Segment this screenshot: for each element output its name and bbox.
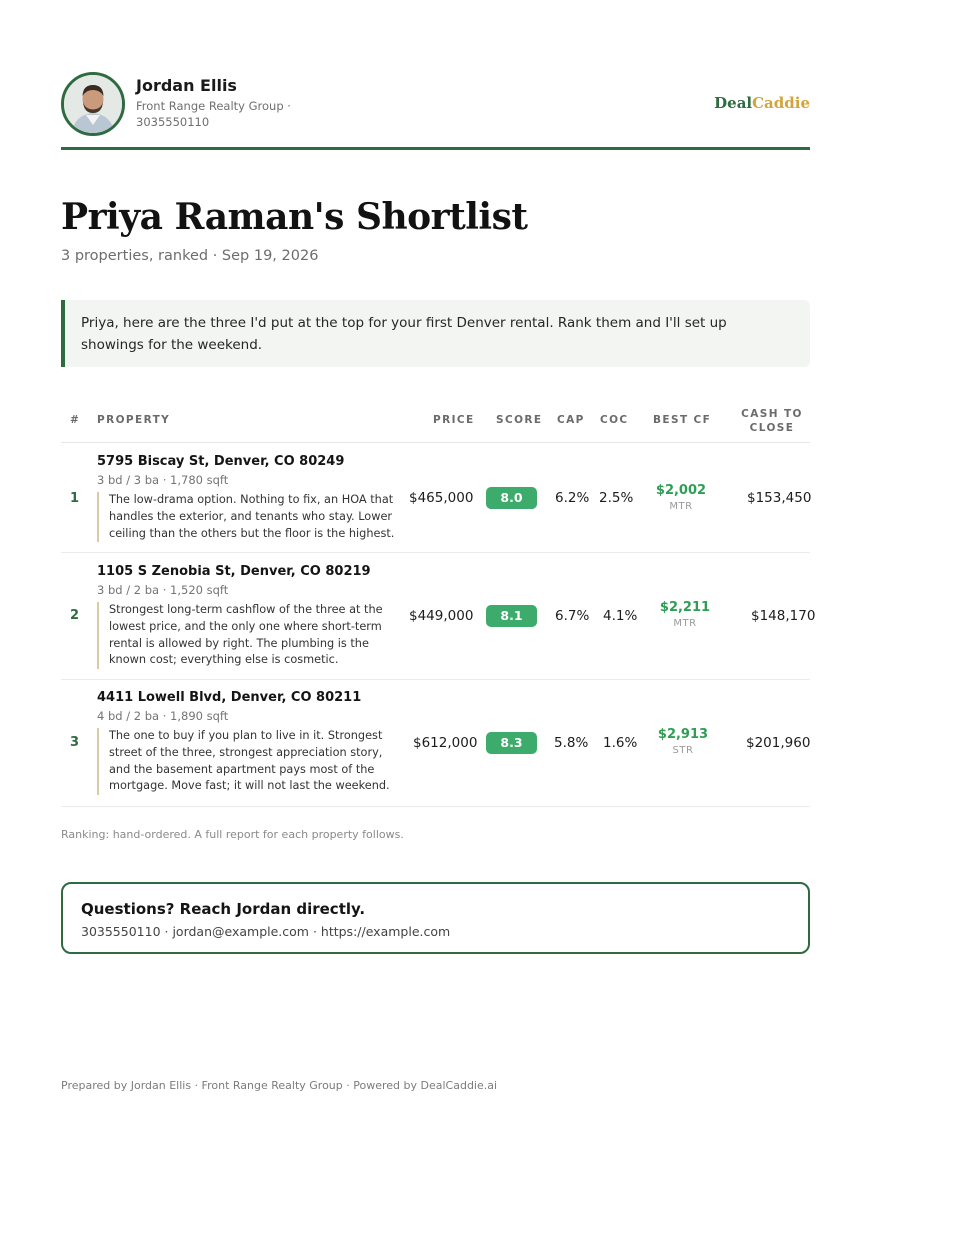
best-cf-amount: $2,211 bbox=[659, 600, 711, 615]
property-specs: 3 bd / 3 ba · 1,780 sqft bbox=[97, 473, 229, 487]
cap-rate: 6.7% bbox=[555, 608, 590, 624]
header-property: PROPERTY bbox=[97, 414, 171, 426]
person-photo-icon bbox=[64, 75, 122, 133]
contact-heading: Questions? Reach Jordan directly. bbox=[81, 900, 366, 918]
row-rank: 2 bbox=[70, 608, 80, 623]
cash-to-close: $201,960 bbox=[746, 735, 811, 751]
property-address[interactable]: 4411 Lowell Blvd, Denver, CO 80211 bbox=[97, 690, 362, 705]
score-badge: 8.0 bbox=[486, 487, 537, 509]
coc-return: 1.6% bbox=[603, 735, 638, 751]
agent-details bbox=[136, 98, 316, 130]
best-cf-type: MTR bbox=[669, 501, 693, 512]
avatar bbox=[61, 72, 125, 136]
cap-rate: 6.2% bbox=[555, 490, 590, 506]
brand-logo-part1: Deal bbox=[714, 94, 753, 112]
property-description: The one to buy if you plan to live in it. Strongest street of the three, strongest appreciation story, and the basement apartment pays most of the mortgage. Move fast; it will not last the weekend. bbox=[97, 728, 406, 795]
header-cash-line2: CLOSE bbox=[749, 422, 795, 434]
property-price: $465,000 bbox=[409, 490, 474, 506]
best-cf-type: MTR bbox=[673, 618, 697, 629]
row-rank: 1 bbox=[70, 491, 80, 506]
property-price: $612,000 bbox=[413, 735, 478, 751]
property-specs: 3 bd / 2 ba · 1,520 sqft bbox=[97, 583, 229, 597]
header-rank: # bbox=[70, 414, 81, 426]
best-cf-type: STR bbox=[672, 745, 694, 756]
score-badge: 8.1 bbox=[486, 605, 537, 627]
page-title: Priya Raman's Shortlist bbox=[61, 196, 528, 238]
contact-card bbox=[61, 882, 810, 954]
coc-return: 4.1% bbox=[603, 608, 638, 624]
property-address[interactable]: 5795 Biscay St, Denver, CO 80249 bbox=[97, 454, 345, 469]
property-specs: 4 bd / 2 ba · 1,890 sqft bbox=[97, 709, 229, 723]
property-address[interactable]: 1105 S Zenobia St, Denver, CO 80219 bbox=[97, 564, 371, 579]
cash-to-close: $153,450 bbox=[747, 490, 812, 506]
agent-note-text: Priya, here are the three I'd put at the top for your first Denver rental. Rank them and I'll set up showings for the weekend. bbox=[81, 315, 727, 353]
contact-details[interactable]: 3035550110 · jordan@example.com · https://example.com bbox=[81, 924, 451, 939]
header-score: SCORE bbox=[496, 414, 543, 426]
agent-company: Front Range Realty Group · bbox=[136, 99, 291, 113]
cash-to-close: $148,170 bbox=[751, 608, 816, 624]
page-subtitle: 3 properties, ranked · Sep 19, 2026 bbox=[61, 248, 319, 264]
best-cf-amount: $2,002 bbox=[655, 483, 707, 498]
table-row[interactable] bbox=[61, 443, 810, 553]
table-row[interactable] bbox=[61, 553, 816, 680]
cap-rate: 5.8% bbox=[554, 735, 589, 751]
row-rank: 3 bbox=[70, 735, 80, 750]
properties-table bbox=[61, 400, 816, 807]
table-header bbox=[61, 400, 810, 443]
property-description: Strongest long-term cashflow of the three at the lowest price, and the only one where short-term rental is allowed by right. The plumbing is the known cost; everything else is cosmetic. bbox=[97, 602, 406, 669]
property-description: The low-drama option. Nothing to fix, an HOA that handles the exterior, and tenants who stay. Lower ceiling than the others but the floor is the highest. bbox=[97, 492, 406, 542]
best-cf-amount: $2,913 bbox=[657, 727, 709, 742]
header-cash-line1: CASH TO bbox=[741, 408, 803, 420]
brand-logo-part2: Caddie bbox=[752, 94, 810, 112]
ranking-note: Ranking: hand-ordered. A full report for each property follows. bbox=[61, 828, 404, 841]
table-row[interactable] bbox=[61, 680, 810, 807]
best-cashflow bbox=[651, 483, 711, 512]
property-price: $449,000 bbox=[409, 608, 474, 624]
header-price: PRICE bbox=[433, 414, 475, 426]
agent-note bbox=[61, 300, 810, 367]
best-cashflow bbox=[655, 600, 715, 629]
coc-return: 2.5% bbox=[599, 490, 634, 506]
header-cash-to-close bbox=[737, 407, 807, 435]
page-footer: Prepared by Jordan Ellis · Front Range Realty Group · Powered by DealCaddie.ai bbox=[61, 1079, 498, 1092]
agent-name: Jordan Ellis bbox=[136, 76, 237, 95]
best-cashflow bbox=[653, 727, 713, 756]
agent-header bbox=[61, 70, 810, 150]
score-badge: 8.3 bbox=[486, 732, 537, 754]
header-best-cf: BEST CF bbox=[653, 414, 712, 426]
header-coc: COC bbox=[600, 414, 629, 426]
brand-logo bbox=[714, 94, 810, 112]
header-cap: CAP bbox=[557, 414, 585, 426]
agent-phone: 3035550110 bbox=[136, 115, 210, 129]
